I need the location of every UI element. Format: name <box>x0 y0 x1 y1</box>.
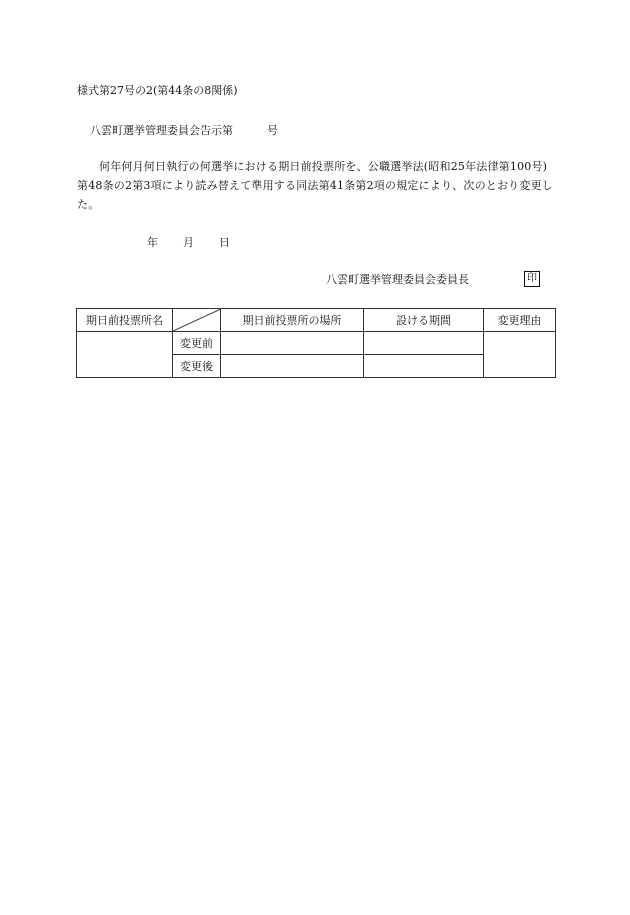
table-header-row <box>77 309 556 332</box>
date-month-label: 月 <box>183 236 194 249</box>
header-diagonal-cell <box>173 309 221 332</box>
header-venue-name: 期日前投票所名 <box>77 309 173 332</box>
signatory-title: 八雲町選挙管理委員会委員長 <box>326 273 469 286</box>
date-year-label: 年 <box>147 236 158 249</box>
location-after-cell[interactable] <box>221 355 364 378</box>
reason-cell[interactable] <box>484 332 556 378</box>
header-reason: 変更理由 <box>484 309 556 332</box>
row-label-before: 変更前 <box>173 332 221 355</box>
diagonal-line-graphic <box>173 309 221 331</box>
form-number: 様式第27号の2(第44条の8関係) <box>77 84 238 97</box>
venue-name-cell[interactable] <box>77 332 173 378</box>
date-day-label: 日 <box>219 236 230 249</box>
notice-number-mark: 号 <box>267 124 278 137</box>
period-before-cell[interactable] <box>364 332 484 355</box>
location-before-cell[interactable] <box>221 332 364 355</box>
seal-stamp-mark: 印 <box>524 271 540 287</box>
header-location: 期日前投票所の場所 <box>221 309 364 332</box>
header-period: 設ける期間 <box>364 309 484 332</box>
table-row-before <box>77 332 556 355</box>
notice-heading: 八雲町選挙管理委員会告示第 <box>90 124 233 137</box>
period-after-cell[interactable] <box>364 355 484 378</box>
change-table <box>76 308 556 378</box>
notice-body-text: 何年何月何日執行の何選挙における期日前投票所を、公職選挙法(昭和25年法律第100号)第48条の2第3項により読み替えて準用する同法第41条第2項の規定により、次のとおり変更した。 <box>77 160 553 211</box>
row-label-after: 変更後 <box>173 355 221 378</box>
